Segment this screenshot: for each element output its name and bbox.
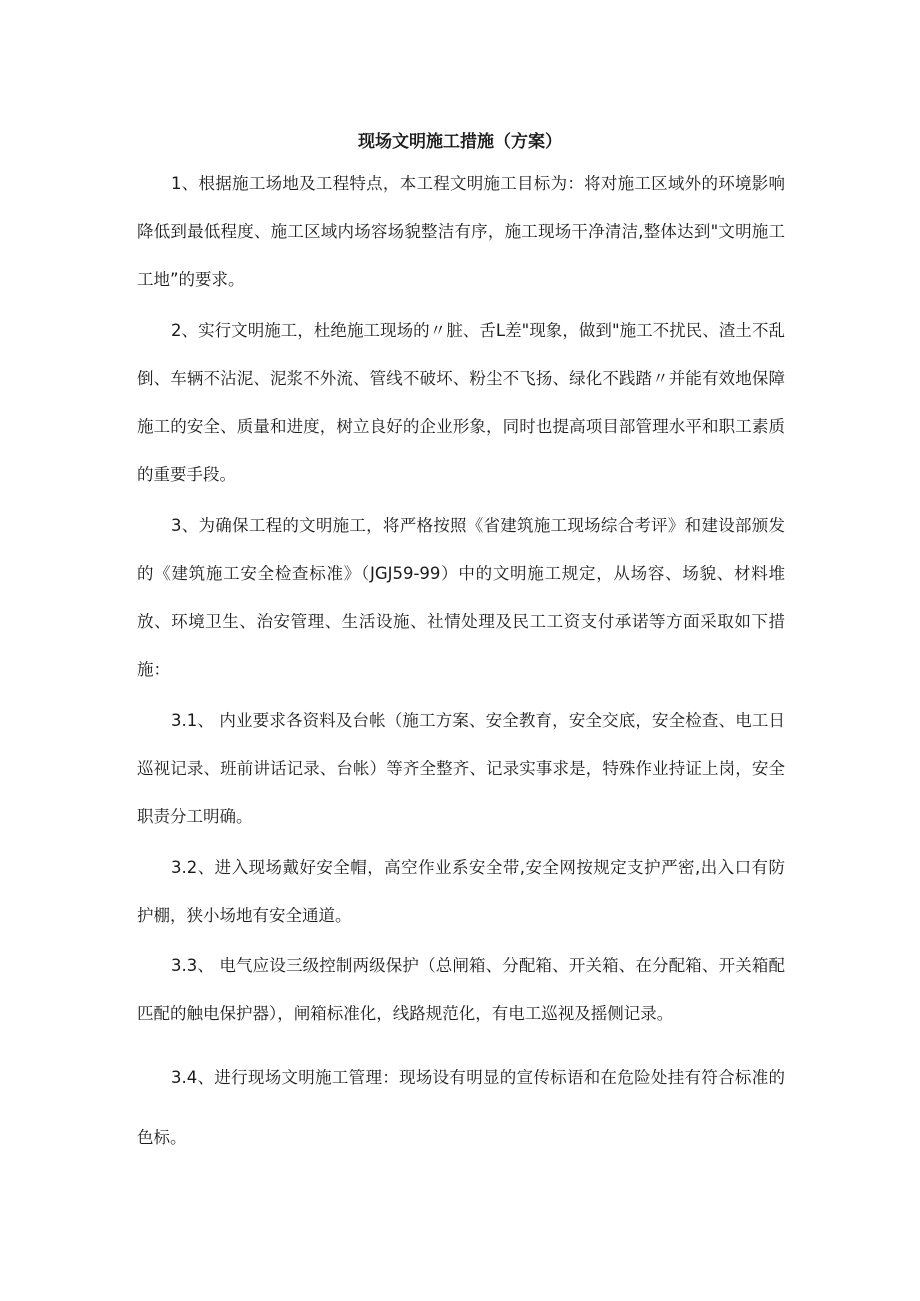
paragraph-3-4: 3.4、进行现场文明施工管理：现场设有明显的宣传标语和在危险处挂有符合标准的色标。 (137, 1068, 785, 1147)
paragraph-2: 2、实行文明施工，杜绝施工现场的〃脏、舌L差"现象，做到"施工不扰民、渣土不乱倒、车辆不沾泥、泥浆不外流、管线不破坏、粉尘不飞扬、绿化不践踏〃并能有效地保障施工的安全、质量和进度，树立良好的企业形象，同时也提高项目部管理水平和职工素质的重要手段。 (137, 321, 785, 484)
document-title: 现场文明施工措施（方案） (358, 132, 562, 152)
paragraph-1: 1、根据施工场地及工程特点，本工程文明施工目标为：将对施工区域外的环境影响降低到最低程度、施工区域内场容场貌整洁有序，施工现场干净清洁,整体达到"文明施工工地”的要求。 (137, 174, 785, 289)
paragraph-3-2: 3.2、进入现场戴好安全帽，高空作业系安全带,安全网按规定支护严密,出入口有防护棚，狭小场地有安全通道。 (137, 858, 785, 925)
paragraph-3-3: 3.3、 电气应设三级控制两级保护（总闸箱、分配箱、开关箱、在分配箱、开关箱配匹配的触电保护器），闸箱标准化，线路规范化，有电工巡视及摇侧记录。 (137, 956, 785, 1023)
paragraph-3: 3、为确保工程的文明施工，将严格按照《省建筑施工现场综合考评》和建设部颁发的《建筑施工安全检查标准》（JGJ59-99）中的文明施工规定，从场容、场貌、材料堆放、环境卫生、治安管理、生活设施、社情处理及民工工资支付承诺等方面采取如下措施： (137, 516, 785, 679)
paragraph-3-1: 3.1、 内业要求各资料及台帐（施工方案、安全教育，安全交底，安全检查、电工日巡视记录、班前讲话记录、台帐）等齐全整齐、记录实事求是，特殊作业持证上岗，安全职责分工明确。 (137, 711, 785, 826)
